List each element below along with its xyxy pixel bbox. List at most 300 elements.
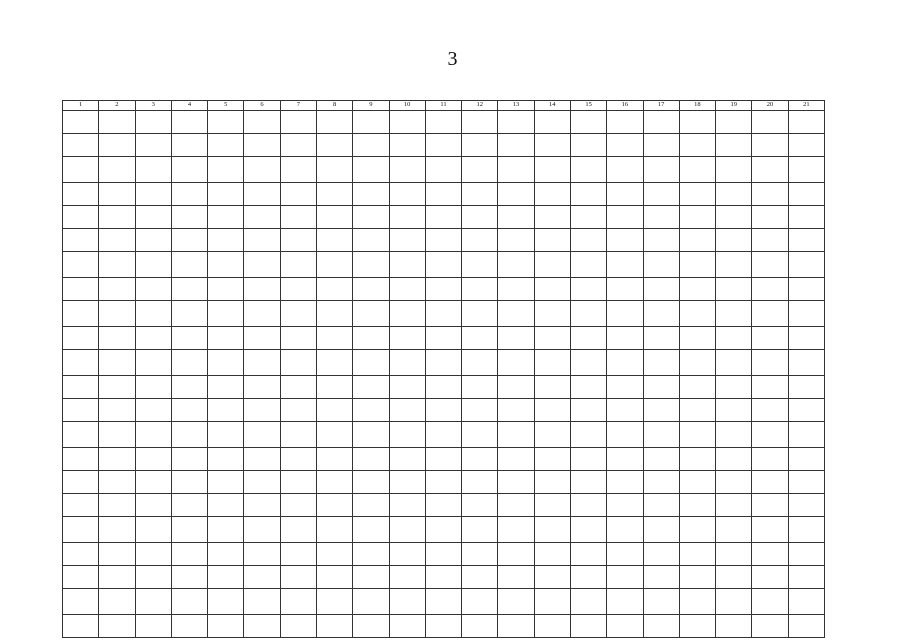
column-header: 4 [171,101,207,111]
table-cell [716,615,752,638]
table-cell [63,278,99,301]
table-cell [316,134,352,157]
table-cell [425,566,461,589]
table-row [63,183,825,206]
table-cell [171,327,207,350]
table-cell [99,448,135,471]
table-row [63,327,825,350]
table-cell [425,448,461,471]
table-cell [280,206,316,229]
table-cell [788,278,824,301]
table-cell [716,422,752,448]
table-cell [316,517,352,543]
table-cell [280,399,316,422]
table-row [63,448,825,471]
table-cell [280,301,316,327]
table-cell [280,448,316,471]
table-cell [280,278,316,301]
table-cell [63,134,99,157]
table-cell [99,350,135,376]
table-cell [63,589,99,615]
table-cell [679,543,715,566]
table-cell [63,350,99,376]
table-cell [752,399,788,422]
table-cell [171,134,207,157]
table-cell [752,157,788,183]
table-cell [607,157,643,183]
table-cell [171,206,207,229]
table-row [63,494,825,517]
table-cell [208,589,244,615]
table-cell [389,399,425,422]
page-number: 3 [447,48,458,70]
table-cell [389,448,425,471]
table-cell [643,327,679,350]
table-cell [752,301,788,327]
table-cell [208,471,244,494]
table-cell [135,517,171,543]
table-cell [244,376,280,399]
table-cell [716,206,752,229]
table-cell [135,183,171,206]
table-cell [462,134,498,157]
column-header: 1 [63,101,99,111]
table-cell [99,422,135,448]
table-cell [607,111,643,134]
table-cell [679,399,715,422]
table-cell [316,589,352,615]
table-cell [353,183,389,206]
table-cell [788,543,824,566]
table-cell [353,278,389,301]
table-cell [570,252,606,278]
table-cell [534,252,570,278]
table-cell [570,350,606,376]
table-cell [316,494,352,517]
table-cell [643,350,679,376]
table-cell [244,350,280,376]
table-cell [752,517,788,543]
table-cell [607,471,643,494]
column-header: 18 [679,101,715,111]
table-cell [389,252,425,278]
table-cell [570,471,606,494]
column-header: 8 [316,101,352,111]
table-cell [353,543,389,566]
table-cell [99,376,135,399]
table-cell [425,494,461,517]
table-cell [171,229,207,252]
table-cell [135,376,171,399]
table-cell [389,566,425,589]
table-cell [643,183,679,206]
table-cell [607,448,643,471]
table-cell [534,327,570,350]
table-cell [752,134,788,157]
table-cell [752,448,788,471]
table-cell [389,183,425,206]
table-cell [788,111,824,134]
table-cell [425,471,461,494]
table-cell [244,111,280,134]
table-cell [752,376,788,399]
table-cell [208,229,244,252]
table-cell [607,327,643,350]
table-cell [607,422,643,448]
table-row [63,543,825,566]
table-cell [171,111,207,134]
table-cell [99,589,135,615]
table-cell [534,111,570,134]
table-cell [353,301,389,327]
table-cell [498,543,534,566]
table-cell [534,278,570,301]
table-row [63,229,825,252]
table-cell [716,229,752,252]
table-cell [643,278,679,301]
table-cell [135,301,171,327]
table-cell [462,183,498,206]
table-cell [171,376,207,399]
table-cell [498,376,534,399]
table-cell [353,399,389,422]
table-cell [679,229,715,252]
table-cell [280,134,316,157]
table-cell [316,327,352,350]
table-cell [99,157,135,183]
table-cell [498,471,534,494]
table-cell [788,494,824,517]
table-cell [679,278,715,301]
table-cell [752,327,788,350]
table-cell [462,589,498,615]
table-cell [171,278,207,301]
table-cell [643,448,679,471]
table-cell [171,422,207,448]
table-cell [425,327,461,350]
table-cell [788,206,824,229]
table-cell [208,327,244,350]
table-cell [788,229,824,252]
table-cell [63,615,99,638]
table-cell [752,229,788,252]
table-cell [679,206,715,229]
table-cell [244,278,280,301]
table-cell [788,615,824,638]
table-cell [316,278,352,301]
table-cell [280,422,316,448]
table-cell [498,278,534,301]
table-cell [389,471,425,494]
table-cell [353,327,389,350]
table-cell [462,543,498,566]
table-cell [643,615,679,638]
table-cell [643,543,679,566]
table-cell [643,399,679,422]
table-cell [716,399,752,422]
table-cell [462,494,498,517]
table-cell [716,278,752,301]
table-cell [570,517,606,543]
table-cell [316,206,352,229]
table-cell [498,111,534,134]
table-cell [171,252,207,278]
table-cell [389,494,425,517]
column-header: 9 [353,101,389,111]
table-cell [607,589,643,615]
table-cell [171,589,207,615]
table-cell [462,566,498,589]
table-cell [353,566,389,589]
table-cell [788,376,824,399]
table-cell [607,229,643,252]
table-cell [788,422,824,448]
table-cell [99,301,135,327]
table-cell [679,376,715,399]
table-cell [280,517,316,543]
table-cell [498,350,534,376]
column-header: 19 [716,101,752,111]
table-cell [498,615,534,638]
table-cell [607,206,643,229]
table-cell [498,157,534,183]
table-cell [679,589,715,615]
table-cell [389,589,425,615]
table-cell [389,376,425,399]
table-cell [570,448,606,471]
table-cell [63,111,99,134]
table-cell [316,615,352,638]
table-cell [280,566,316,589]
table-cell [498,399,534,422]
table-cell [63,252,99,278]
table-cell [570,301,606,327]
table-cell [425,157,461,183]
table-cell [135,566,171,589]
table-cell [63,229,99,252]
table-cell [63,543,99,566]
table-cell [679,615,715,638]
table-cell [752,183,788,206]
column-header: 6 [244,101,280,111]
table-cell [607,543,643,566]
table-cell [99,471,135,494]
table-cell [716,543,752,566]
table-cell [244,543,280,566]
table-cell [462,229,498,252]
table-cell [244,399,280,422]
table-cell [679,422,715,448]
table-row [63,566,825,589]
table-cell [498,517,534,543]
table-cell [607,566,643,589]
table-cell [462,615,498,638]
table-cell [280,252,316,278]
table-cell [607,252,643,278]
table-cell [570,278,606,301]
table-cell [425,517,461,543]
table-cell [353,517,389,543]
table-cell [462,471,498,494]
table-cell [534,494,570,517]
column-header: 7 [280,101,316,111]
table-cell [280,543,316,566]
table-cell [679,517,715,543]
table-cell [643,589,679,615]
table-cell [280,471,316,494]
table-cell [498,301,534,327]
table-cell [462,278,498,301]
table-cell [389,327,425,350]
table-cell [788,448,824,471]
table-cell [244,206,280,229]
table-cell [208,252,244,278]
table-cell [208,422,244,448]
table-cell [171,183,207,206]
table-cell [316,229,352,252]
table-cell [570,566,606,589]
table-cell [643,517,679,543]
table-cell [63,448,99,471]
table-cell [208,566,244,589]
table-cell [534,615,570,638]
table-row [63,399,825,422]
table-cell [208,615,244,638]
table-cell [63,494,99,517]
table-cell [63,399,99,422]
table-cell [570,376,606,399]
table-row [63,111,825,134]
table-cell [607,399,643,422]
column-header: 12 [462,101,498,111]
table-cell [425,183,461,206]
table-cell [534,350,570,376]
table-cell [316,471,352,494]
table-cell [171,543,207,566]
table-cell [99,327,135,350]
table-cell [462,157,498,183]
table-cell [462,252,498,278]
column-header: 2 [99,101,135,111]
table-cell [788,399,824,422]
table-cell [570,134,606,157]
table-cell [607,183,643,206]
table-cell [534,376,570,399]
table-cell [244,448,280,471]
table-cell [643,252,679,278]
table-cell [316,252,352,278]
table-cell [208,543,244,566]
table-cell [244,229,280,252]
column-header: 15 [570,101,606,111]
table-cell [498,589,534,615]
table-cell [462,422,498,448]
table-cell [316,376,352,399]
table-cell [534,517,570,543]
table-cell [498,566,534,589]
table-cell [462,517,498,543]
table-cell [534,471,570,494]
table-cell [353,376,389,399]
table-cell [135,422,171,448]
table-cell [135,494,171,517]
table-cell [752,278,788,301]
table-cell [353,111,389,134]
table-cell [570,229,606,252]
table-cell [425,111,461,134]
table-cell [316,157,352,183]
table-cell [280,350,316,376]
table-cell [462,206,498,229]
table-cell [425,422,461,448]
table-cell [353,494,389,517]
table-cell [570,494,606,517]
table-cell [171,350,207,376]
table-cell [63,183,99,206]
table-cell [534,448,570,471]
table-cell [316,183,352,206]
table-cell [752,494,788,517]
table-cell [679,301,715,327]
table-row [63,278,825,301]
table-cell [752,615,788,638]
table-cell [208,111,244,134]
table-cell [244,494,280,517]
table-cell [99,494,135,517]
table-cell [534,543,570,566]
table-cell [280,327,316,350]
table-cell [353,206,389,229]
table-cell [607,301,643,327]
table-cell [643,566,679,589]
table-cell [788,301,824,327]
table-cell [389,350,425,376]
table-cell [752,566,788,589]
table-cell [208,183,244,206]
table-cell [99,206,135,229]
table-cell [171,301,207,327]
table-cell [99,229,135,252]
table-cell [570,399,606,422]
table-cell [716,566,752,589]
table-cell [716,252,752,278]
table-cell [607,376,643,399]
table-cell [498,229,534,252]
table-cell [716,589,752,615]
table-cell [752,350,788,376]
table-cell [679,566,715,589]
table-cell [171,471,207,494]
table-cell [643,422,679,448]
table-cell [643,134,679,157]
table-cell [63,471,99,494]
table-cell [280,376,316,399]
table-cell [716,448,752,471]
table-cell [280,229,316,252]
table-cell [679,471,715,494]
table-cell [353,252,389,278]
table-cell [208,494,244,517]
table-cell [208,206,244,229]
table-cell [99,399,135,422]
table-cell [498,422,534,448]
table-cell [716,134,752,157]
table-cell [679,111,715,134]
table-cell [244,327,280,350]
table-cell [679,350,715,376]
table-cell [171,494,207,517]
column-header: 16 [607,101,643,111]
